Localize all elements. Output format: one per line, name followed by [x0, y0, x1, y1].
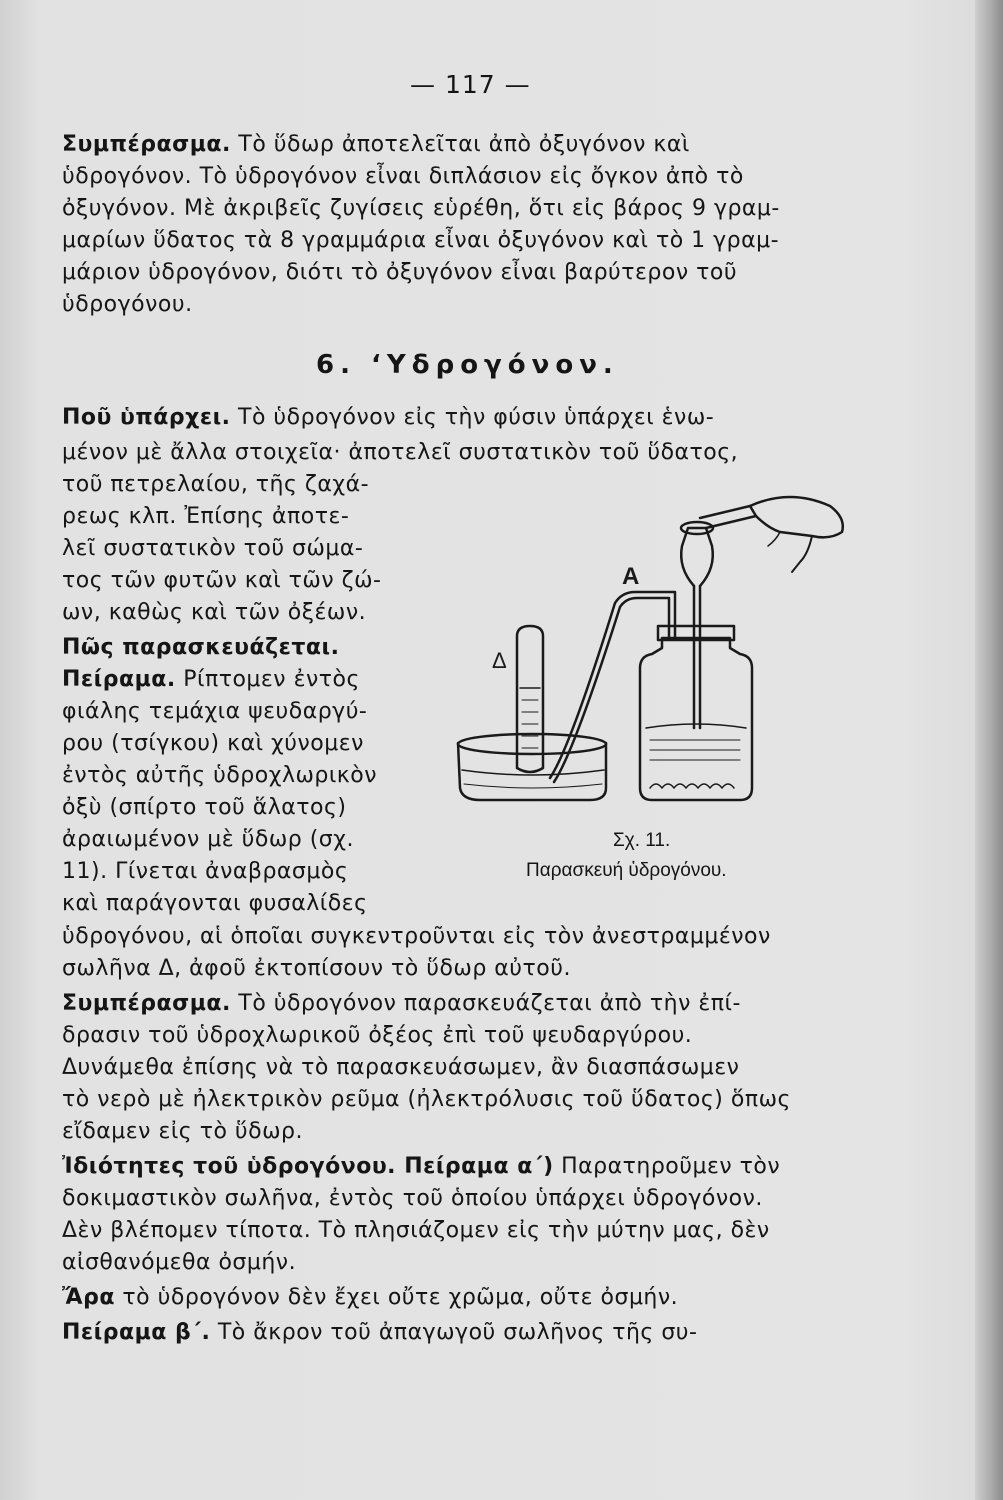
text-line	[62, 1053, 739, 1083]
text-line	[62, 954, 571, 984]
text-line	[62, 194, 780, 224]
text-line	[62, 697, 367, 727]
line-text: μάριον ὑδρογόνον, διότι τὸ ὀξυγόνον εἶναι βαρύτερον τοῦ	[62, 260, 738, 285]
page-number: — 117 —	[410, 70, 531, 99]
line-text: ρεως κλπ. Ἐπίσης ἀποτε-	[62, 504, 350, 529]
line-text: Ρίπτομεν ἐντὸς	[175, 667, 360, 692]
text-line	[62, 989, 741, 1019]
text-line	[62, 729, 364, 759]
label-a: Α	[622, 563, 640, 590]
line-text: ἐντὸς αὐτῆς ὑδροχλωρικὸν	[62, 763, 378, 788]
label-d: Δ	[492, 648, 507, 673]
text-line	[62, 665, 360, 695]
text-line	[62, 470, 369, 500]
line-text: τὸ νερὸ μὲ ἠλεκτρικὸν ρεῦμα (ἠλεκτρόλυσις τοῦ ὕδατος) ὅπως	[62, 1087, 791, 1112]
line-text: Δυνάμεθα ἐπίσης νὰ τὸ παρασκευάσωμεν, ἂν διασπάσωμεν	[62, 1055, 740, 1080]
text-line	[62, 290, 193, 320]
line-text: ὀξὺ (σπίρτο τοῦ ἅλατος)	[62, 795, 347, 820]
text-line	[62, 1283, 678, 1313]
line-text: 11). Γίνεται ἀναβρασμὸς	[62, 859, 349, 884]
text-line	[62, 130, 690, 160]
line-text: ἀραιωμένον μὲ ὕδωρ (σχ.	[62, 827, 354, 852]
line-text: Τὸ ὑδρογόνον εἰς τὴν φύσιν ὑπάρχει ἑνω-	[230, 405, 715, 430]
line-text: ων, καθὼς καὶ τῶν ὀξέων.	[62, 600, 367, 625]
text-line	[62, 793, 346, 823]
line-text: τος τῶν φυτῶν καὶ τῶν ζώ-	[62, 568, 382, 593]
bold-lead: Συμπέρασμα.	[62, 132, 231, 157]
line-text: ὑδρογόνου, αἱ ὁποῖαι συγκεντροῦνται εἰς τὸν ἀνεστραμμένον	[62, 924, 771, 949]
text-line	[62, 857, 348, 887]
figure-caption-title: Παρασκευή ὑδρογόνου.	[526, 860, 727, 881]
figure-caption-number: Σχ. 11.	[613, 830, 671, 851]
text-line	[62, 162, 744, 192]
line-text: ρου (τσίγκου) καὶ χύνομεν	[62, 731, 364, 756]
text-line	[62, 889, 368, 919]
text-line	[62, 633, 339, 663]
line-text: ὑδρογόνον. Τὸ ὑδρογόνον εἶναι διπλάσιον εἰς ὄγκον ἀπὸ τὸ	[62, 164, 744, 189]
bold-lead: Συμπέρασμα.	[62, 991, 231, 1016]
text-line	[62, 1318, 697, 1348]
line-text: Τὸ ὑδρογόνον παρασκευάζεται ἀπὸ τὴν ἐπί-	[230, 991, 741, 1016]
text-line	[62, 1184, 763, 1214]
text-line	[62, 1021, 692, 1051]
text-line	[62, 598, 366, 628]
text-line	[62, 403, 714, 433]
line-text: τὸ ὑδρογόνον δὲν ἔχει οὔτε χρῶμα, οὔτε ὀσμήν.	[114, 1285, 679, 1310]
text-line	[62, 1152, 780, 1182]
text-line	[62, 566, 381, 596]
text-line	[62, 1248, 296, 1278]
text-line	[62, 1085, 791, 1115]
line-text: μένον μὲ ἄλλα στοιχεῖα· ἀποτελεῖ συστατικὸν τοῦ ὕδατος,	[62, 440, 739, 465]
text-line	[62, 502, 349, 532]
text-line	[62, 438, 738, 468]
section-heading: 6. ‘Υδρογόνον.	[316, 350, 619, 380]
text-line	[62, 534, 363, 564]
line-text: καὶ παράγονται φυσαλίδες	[62, 891, 368, 916]
bold-lead: Πείραμα β΄.	[62, 1320, 211, 1345]
text-line	[62, 226, 779, 256]
line-text: Παρατηροῦμεν τὸν	[553, 1154, 781, 1179]
hydrogen-apparatus-figure	[450, 488, 870, 818]
line-text: Τὸ ἄκρον τοῦ ἀπαγωγοῦ σωλῆνος τῆς συ-	[210, 1320, 698, 1345]
page-edge	[975, 0, 1003, 1500]
line-text: Τὸ ὕδωρ ἀποτελεῖται ἀπὸ ὀξυγόνον καὶ	[230, 132, 690, 157]
bold-lead: Ἄρα	[62, 1285, 115, 1310]
line-text: Δὲν βλέπομεν τίποτα. Τὸ πλησιάζομεν εἰς τὴν μύτην μας, δὲν	[62, 1218, 770, 1243]
line-text: φιάλης τεμάχια ψευδαργύ-	[62, 699, 368, 724]
line-text: μαρίων ὕδατος τὰ 8 γραμμάρια εἶναι ὀξυγόνον καὶ τὸ 1 γραμ-	[62, 228, 780, 253]
line-text: σωλῆνα Δ, ἀφοῦ ἐκτοπίσουν τὸ ὕδωρ αὐτοῦ.	[62, 956, 571, 981]
bold-lead: Ἰδιότητες τοῦ ὑδρογόνου. Πείραμα α΄)	[62, 1154, 554, 1179]
line-text: δρασιν τοῦ ὑδροχλωρικοῦ ὀξέος ἐπὶ τοῦ ψευδαργύρου.	[62, 1023, 693, 1048]
text-line	[62, 1117, 303, 1147]
bold-lead: Ποῦ ὑπάρχει.	[62, 405, 231, 430]
text-line	[62, 761, 377, 791]
text-line	[62, 258, 737, 288]
line-text: δοκιμαστικὸν σωλῆνα, ἐντὸς τοῦ ὁποίου ὑπάρχει ὑδρογόνον.	[62, 1186, 763, 1211]
line-text: εἴδαμεν εἰς τὸ ὕδωρ.	[62, 1119, 303, 1144]
text-line	[62, 1216, 770, 1246]
line-text: ὑδρογόνου.	[62, 292, 193, 317]
text-line	[62, 922, 771, 952]
bold-lead: Πῶς παρασκευάζεται.	[62, 635, 340, 660]
line-text: λεῖ συστατικὸν τοῦ σώμα-	[62, 536, 364, 561]
bold-lead: Πείραμα.	[62, 667, 176, 692]
line-text: αἰσθανόμεθα ὀσμήν.	[62, 1250, 297, 1275]
line-text: ὀξυγόνον. Μὲ ἀκριβεῖς ζυγίσεις εὑρέθη, ὅτι εἰς βάρος 9 γραμ-	[62, 196, 780, 221]
text-line	[62, 825, 354, 855]
line-text: τοῦ πετρελαίου, τῆς ζαχά-	[62, 472, 370, 497]
